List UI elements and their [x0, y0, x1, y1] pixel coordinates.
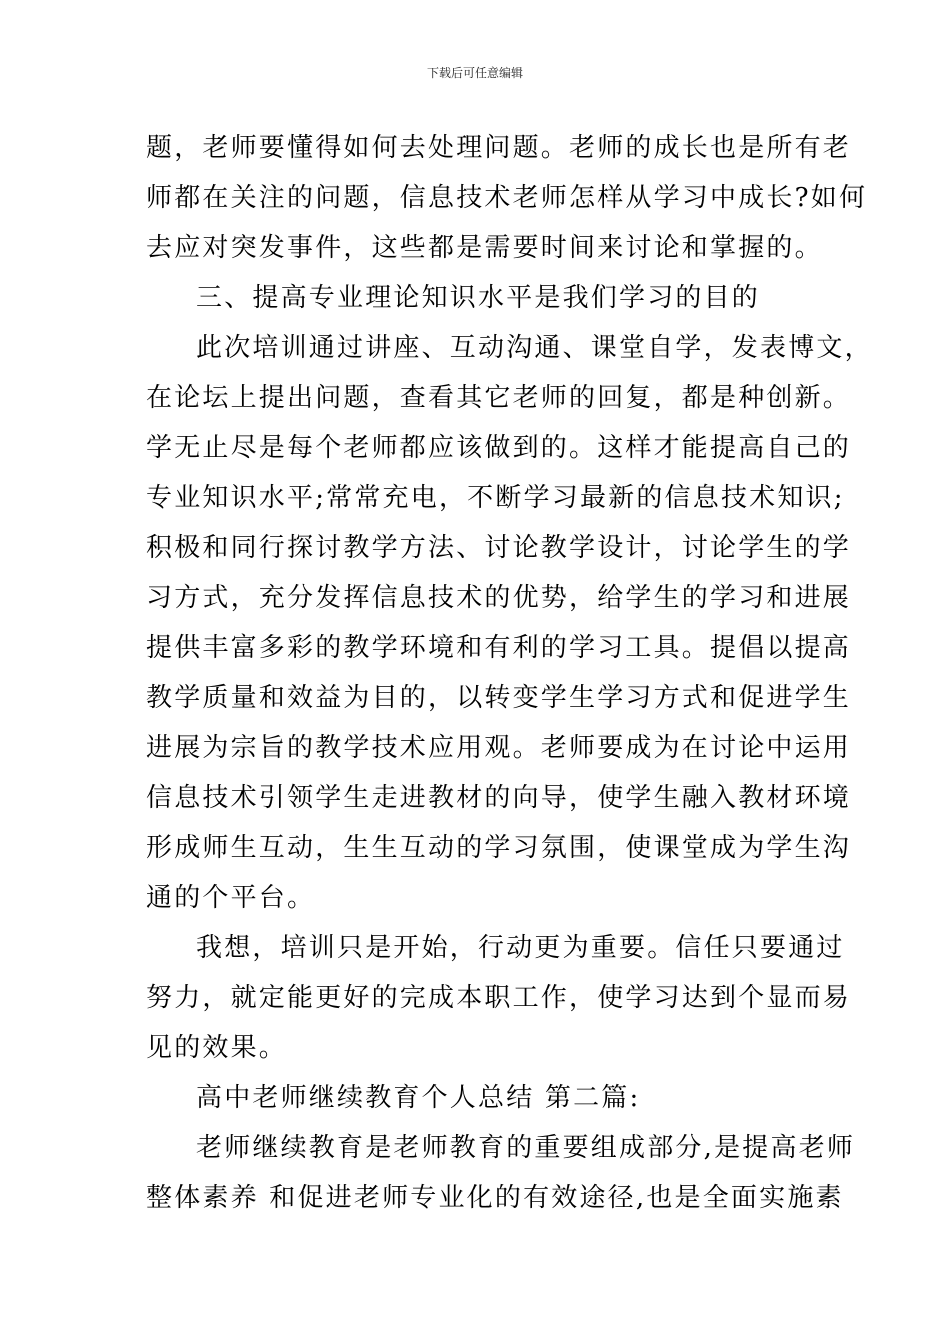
body-line-16: 通的个平台。: [146, 883, 316, 913]
body-line-18: 努力，就定能更好的完成本职工作，使学习达到个显而易: [146, 983, 852, 1013]
body-line-19: 见的效果。: [146, 1033, 288, 1063]
body-line-6: 在论坛上提出问题，查看其它老师的回复，都是种创新。: [146, 383, 852, 413]
body-line-21: 老师继续教育是老师教育的重要组成部分,是提高老师: [196, 1133, 856, 1163]
section-title-part-2: 高中老师继续教育个人总结 第二篇:: [196, 1083, 641, 1113]
body-line-13: 进展为宗旨的教学技术应用观。老师要成为在讨论中运用: [146, 733, 852, 763]
body-line-11: 提供丰富多彩的教学环境和有利的学习工具。提倡以提高: [146, 633, 852, 663]
body-line-9: 积极和同行探讨教学方法、讨论教学设计，讨论学生的学: [146, 533, 852, 563]
body-line-2: 师都在关注的问题，信息技术老师怎样从学习中成长?如何: [146, 183, 868, 213]
page-header: 下载后可任意编辑: [426, 66, 523, 80]
body-line-22: 整体素养 和促进老师专业化的有效途径,也是全面实施素: [146, 1183, 844, 1213]
body-line-7: 学无止尽是每个老师都应该做到的。这样才能提高自己的: [146, 433, 852, 463]
body-line-17: 我想，培训只是开始，行动更为重要。信任只要通过: [196, 933, 845, 963]
body-line-14: 信息技术引领学生走进教材的向导，使学生融入教材环境: [146, 783, 852, 813]
body-line-8: 专业知识水平;常常充电，不断学习最新的信息技术知识;: [146, 483, 845, 513]
body-line-12: 教学质量和效益为目的，以转变学生学习方式和促进学生: [146, 683, 852, 713]
body-line-5: 此次培训通过讲座、互动沟通、课堂自学，发表博文，: [196, 333, 873, 363]
body-line-15: 形成师生互动，生生互动的学习氛围，使课堂成为学生沟: [146, 833, 852, 863]
section-heading-3: 三、提高专业理论知识水平是我们学习的目的: [196, 283, 761, 313]
body-line-10: 习方式，充分发挥信息技术的优势，给学生的学习和进展: [146, 583, 852, 613]
body-line-3: 去应对突发事件，这些都是需要时间来讨论和掌握的。: [146, 233, 823, 263]
body-line-1: 题，老师要懂得如何去处理问题。老师的成长也是所有老: [146, 133, 852, 163]
